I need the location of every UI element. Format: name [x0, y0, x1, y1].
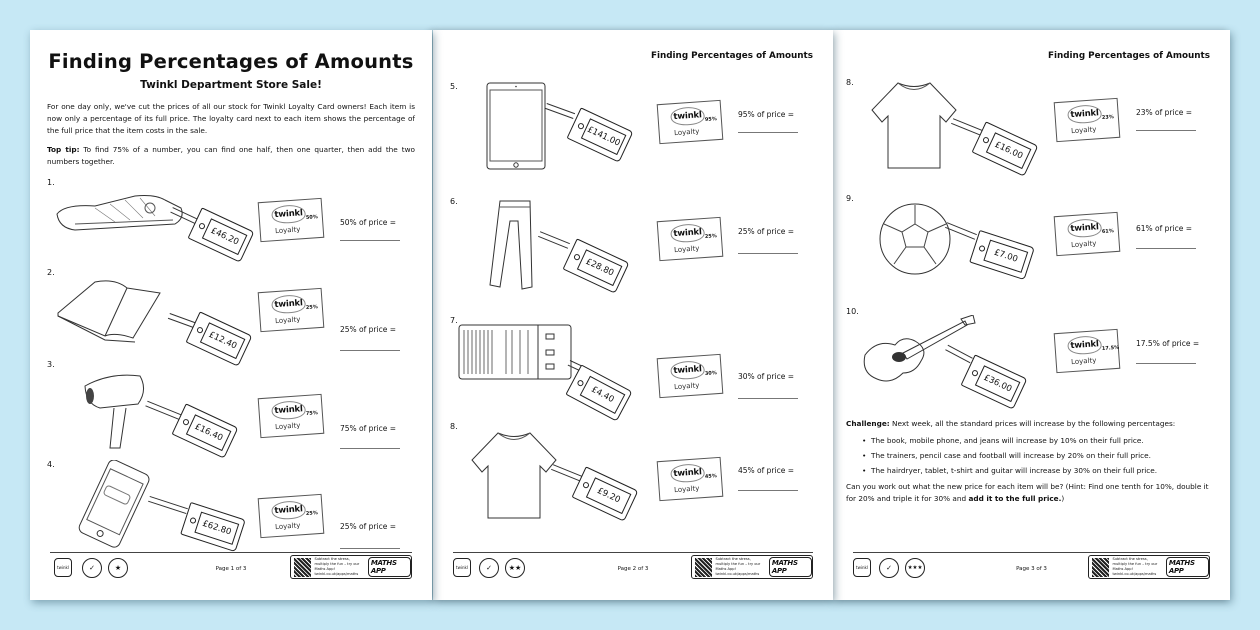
loyalty-label: Loyalty: [274, 315, 301, 326]
price-tag-value: £36.00: [975, 365, 1021, 402]
price-tag: [567, 107, 634, 162]
page-footer: [50, 552, 412, 582]
price-tag-value: £62.80: [194, 512, 239, 545]
twinkl-logo: twinkl: [271, 400, 306, 420]
t-shirt-illustration: [868, 80, 960, 170]
price-tag-value: £7.00: [983, 240, 1028, 273]
loyalty-percent: 25%: [704, 233, 718, 240]
question-4: [30, 460, 432, 550]
loyalty-percent: 30%: [704, 370, 718, 377]
loyalty-card: [657, 217, 724, 261]
answer-line[interactable]: [340, 548, 400, 549]
difficulty-stars-icon: ★★★: [905, 558, 925, 578]
question-number: 3.: [47, 360, 55, 369]
qr-code-icon: [1092, 558, 1109, 577]
answer-prompt: 50% of price =: [340, 218, 397, 227]
twinkl-logo: twinkl: [1067, 104, 1102, 124]
price-tag: [972, 121, 1039, 176]
page-footer: [853, 552, 1210, 582]
twinkl-logo: twinkl: [670, 106, 705, 126]
maths-app-logo: MATHS APP: [368, 557, 411, 577]
question-1: [30, 178, 432, 268]
worksheet-page-1: [30, 30, 432, 600]
question-number: 2.: [47, 268, 55, 277]
maths-app-banner[interactable]: [290, 555, 412, 579]
tip-text: To find 75% of a number, you can find one half, then one quarter, then add the two numbers together.: [47, 145, 415, 166]
price-tag-value: £28.80: [577, 249, 623, 286]
running-header: Finding Percentages of Amounts: [650, 51, 813, 61]
twinkl-badge-icon: twinkl: [54, 558, 72, 577]
challenge-question-bold: add it to the full price.: [968, 494, 1062, 503]
mobile-phone-illustration: [70, 460, 160, 548]
loyalty-card: [258, 494, 325, 538]
question-number: 4.: [47, 460, 55, 469]
question-6: [433, 197, 833, 287]
loyalty-card: [1054, 212, 1121, 256]
loyalty-label: Loyalty: [673, 244, 700, 255]
book-illustration: [55, 278, 170, 348]
loyalty-percent: 75%: [305, 410, 319, 417]
twinkl-badge-icon: twinkl: [453, 558, 471, 577]
question-10: [833, 307, 1230, 397]
question-8: [433, 422, 833, 512]
answer-prompt: 23% of price =: [1136, 108, 1193, 117]
question-number: 10.: [846, 307, 859, 316]
loyalty-label: Loyalty: [274, 521, 301, 532]
page-title: Finding Percentages of Amounts: [48, 50, 414, 73]
price-tag-value: £46.20: [202, 218, 248, 255]
loyalty-percent: 61%: [1101, 228, 1115, 235]
loyalty-card: [258, 288, 325, 332]
price-tag: [969, 230, 1035, 280]
price-tag: [186, 311, 253, 366]
question-number: 7.: [450, 316, 458, 325]
answer-prompt: 17.5% of price =: [1136, 339, 1200, 348]
question-number: 8.: [846, 78, 854, 87]
footer-divider: [50, 552, 412, 553]
twinkl-logo: twinkl: [1067, 218, 1102, 238]
question-2: [30, 268, 432, 358]
answer-line[interactable]: [1136, 248, 1196, 249]
price-tag: [961, 354, 1028, 409]
challenge-bullet: • The hairdryer, tablet, t-shirt and guitar will increase by 30% on their full price.: [871, 463, 1212, 478]
qr-code-icon: [294, 558, 311, 577]
maths-app-logo: MATHS APP: [1166, 557, 1209, 577]
price-tag: [565, 364, 632, 421]
answer-prompt: 75% of price =: [340, 424, 397, 433]
loyalty-label: Loyalty: [1070, 356, 1097, 367]
price-tag-value: £16.40: [186, 414, 232, 451]
loyalty-percent: 17.5%: [1101, 344, 1120, 352]
loyalty-card: [258, 394, 325, 438]
answer-line[interactable]: [738, 398, 798, 399]
page-subtitle: Twinkl Department Store Sale!: [140, 79, 322, 91]
answer-line[interactable]: [340, 448, 400, 449]
challenge-question-text: Can you work out what the new price for each item will be? (Hint: Find one tenth for 10%, double it for 20% and triple it for 30% and: [846, 481, 1209, 503]
challenge-question: [846, 481, 1212, 506]
price-tag-value: £16.00: [986, 132, 1032, 169]
answer-line[interactable]: [1136, 363, 1196, 364]
price-tag: [563, 238, 630, 293]
tag-string: [538, 231, 570, 249]
difficulty-stars-icon: ★★: [505, 558, 525, 578]
loyalty-card: [657, 100, 724, 144]
worksheet-page-2: [433, 30, 833, 600]
answer-line[interactable]: [1136, 130, 1196, 131]
trainers-illustration: [55, 194, 185, 232]
question-8: [833, 78, 1230, 168]
footer-divider: [453, 552, 813, 553]
loyalty-label: Loyalty: [673, 381, 700, 392]
page-number: Page 2 of 3: [617, 566, 649, 572]
page-footer: [453, 552, 813, 582]
maths-app-banner[interactable]: [1088, 555, 1210, 579]
worksheet-page-3: [833, 30, 1230, 600]
challenge-intro: [846, 418, 1212, 431]
answer-line[interactable]: [738, 253, 798, 254]
loyalty-percent: 25%: [305, 304, 319, 311]
loyalty-card: [657, 457, 724, 501]
challenge-list: [846, 433, 1212, 478]
tag-string: [545, 103, 575, 119]
challenge-bullet: • The book, mobile phone, and jeans will increase by 10% on their full price.: [871, 433, 1212, 448]
t-shirt-illustration: [468, 430, 560, 520]
challenge-section: [846, 418, 1212, 506]
loyalty-percent: 50%: [305, 214, 319, 221]
quality-check-icon: ✓: [479, 558, 499, 578]
challenge-label: Challenge:: [846, 419, 890, 428]
answer-line[interactable]: [340, 240, 400, 241]
question-number: 8.: [450, 422, 458, 431]
quality-check-icon: ✓: [879, 558, 899, 578]
top-tip: [47, 144, 415, 168]
loyalty-card: [258, 198, 325, 242]
page-number: Page 3 of 3: [1016, 566, 1047, 572]
intro-text: For one day only, we've cut the prices of all our stock for Twinkl Loyalty Card owners! Each item is now only a percentage of its full price. The loyalty card next to each item shows the percentage of the full price that the item costs in the sale.: [47, 102, 415, 135]
question-7: [433, 316, 833, 406]
price-tag-value: £9.20: [586, 477, 632, 514]
running-header: Finding Percentages of Amounts: [1047, 51, 1210, 61]
football-illustration: [878, 202, 952, 276]
answer-line[interactable]: [738, 132, 798, 133]
question-5: [433, 82, 833, 172]
twinkl-logo: twinkl: [1067, 335, 1102, 355]
pencil-case-illustration: [458, 324, 573, 382]
price-tag: [180, 502, 246, 552]
loyalty-card: [1054, 329, 1121, 373]
price-tag-value: £4.40: [580, 376, 626, 414]
maths-app-logo: MATHS APP: [769, 557, 812, 577]
maths-app-text: Subtract the stress, multiply the fun – try our Maths App! twinkl.co.uk/apps/maths: [715, 557, 761, 576]
challenge-bullet: • The trainers, pencil case and football will increase by 20% on their full price.: [871, 448, 1212, 463]
loyalty-card: [1054, 98, 1121, 142]
loyalty-label: Loyalty: [673, 484, 700, 495]
tip-label: Top tip:: [47, 145, 80, 154]
hairdryer-illustration: [80, 368, 150, 453]
page-number: Page 1 of 3: [215, 566, 247, 572]
loyalty-label: Loyalty: [1070, 239, 1097, 250]
jeans-illustration: [488, 197, 538, 293]
answer-prompt: 25% of price =: [738, 227, 795, 236]
tablet-illustration: [485, 82, 547, 172]
loyalty-percent: 45%: [704, 473, 718, 480]
twinkl-logo: twinkl: [670, 360, 705, 380]
loyalty-percent: 95%: [704, 116, 718, 123]
price-tag: [188, 207, 255, 262]
answer-prompt: 95% of price =: [738, 110, 795, 119]
question-number: 9.: [846, 194, 854, 203]
footer-divider: [853, 552, 1210, 553]
loyalty-percent: 23%: [1101, 114, 1115, 121]
price-tag-value: £12.40: [200, 322, 246, 359]
question-9: [833, 194, 1230, 284]
maths-app-text: Subtract the stress, multiply the fun – try our Maths App! twinkl.co.uk/apps/maths: [1112, 557, 1158, 576]
challenge-intro-text: Next week, all the standard prices will increase by the following percentages:: [889, 419, 1176, 428]
quality-check-icon: ✓: [82, 558, 102, 578]
loyalty-label: Loyalty: [274, 225, 301, 236]
twinkl-badge-icon: twinkl: [853, 558, 871, 577]
price-tag: [572, 466, 639, 521]
loyalty-card: [657, 354, 724, 398]
difficulty-star-icon: ★: [108, 558, 128, 578]
loyalty-label: Loyalty: [1070, 125, 1097, 136]
question-number: 5.: [450, 82, 458, 91]
answer-prompt: 45% of price =: [738, 466, 795, 475]
twinkl-logo: twinkl: [271, 204, 306, 224]
answer-prompt: 25% of price =: [340, 325, 397, 334]
qr-code-icon: [695, 558, 712, 577]
answer-line[interactable]: [340, 350, 400, 351]
answer-prompt: 61% of price =: [1136, 224, 1193, 233]
maths-app-banner[interactable]: [691, 555, 813, 579]
twinkl-logo: twinkl: [670, 463, 705, 483]
question-3: [30, 360, 432, 450]
answer-line[interactable]: [738, 490, 798, 491]
price-tag: [172, 403, 239, 458]
twinkl-logo: twinkl: [670, 223, 705, 243]
challenge-question-end: ): [1061, 494, 1065, 503]
answer-prompt: 25% of price =: [340, 522, 397, 531]
maths-app-text: Subtract the stress, multiply the fun – try our Maths App! twinkl.co.uk/apps/maths: [314, 557, 360, 576]
question-number: 1.: [47, 178, 55, 187]
loyalty-label: Loyalty: [274, 421, 301, 432]
price-tag-value: £141.00: [581, 118, 627, 155]
answer-prompt: 30% of price =: [738, 372, 795, 381]
loyalty-percent: 25%: [305, 510, 319, 517]
twinkl-logo: twinkl: [271, 294, 306, 314]
twinkl-logo: twinkl: [271, 500, 306, 520]
loyalty-label: Loyalty: [673, 127, 700, 138]
question-number: 6.: [450, 197, 458, 206]
